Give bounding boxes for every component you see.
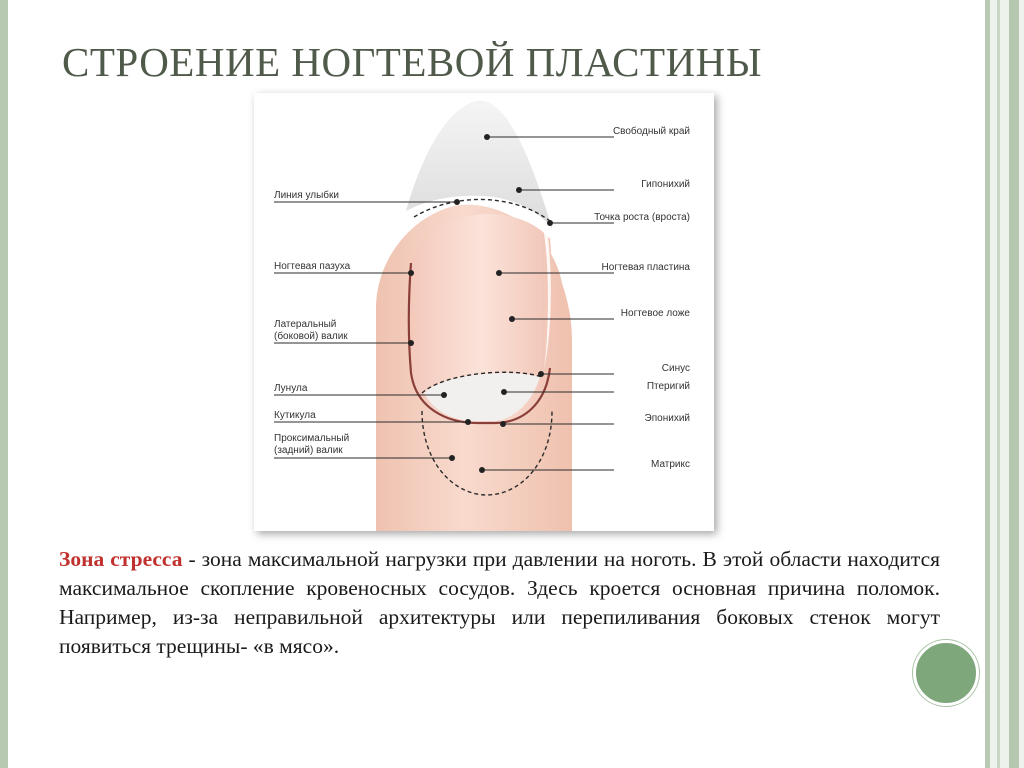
label-proximal-fold-line2: (задний) валик <box>274 445 343 456</box>
dot-nail-plate <box>496 270 502 276</box>
stress-zone-text: - зона максимальной нагрузки при давлении на ноготь. В этой области находится максимальное скопление кровеносных сосудов. Здесь кроется основная причина поломок. Например, из-за неправильной архитектуры или перепиливания боковых стенок могут появиться трещины- «в мясо». <box>59 547 940 658</box>
label-sinus: Синус <box>661 363 690 374</box>
label-eponychium: Эпонихий <box>644 413 690 424</box>
dot-nail-bed <box>509 316 515 322</box>
label-lunula: Лунула <box>274 383 308 394</box>
slide-title: СТРОЕНИЕ НОГТЕВОЙ ПЛАСТИНЫ <box>62 39 763 85</box>
label-hyponychium: Гипонихий <box>641 179 690 190</box>
dot-lunula <box>441 392 447 398</box>
right-frame-stripes <box>985 0 1024 768</box>
nail-diagram-svg <box>254 93 714 531</box>
label-growth-point: Точка роста (вроста) <box>594 212 690 223</box>
dot-proximal-fold <box>449 455 455 461</box>
label-nail-plate: Ногтевая пластина <box>601 262 690 273</box>
dot-smile-line <box>454 199 460 205</box>
dot-free-edge <box>484 134 490 140</box>
label-nail-sinus: Ногтевая пазуха <box>274 261 351 272</box>
dot-pterygium <box>501 389 507 395</box>
label-lateral-fold-line2: (боковой) валик <box>274 331 348 342</box>
label-nail-bed: Ногтевое ложе <box>620 308 690 319</box>
label-free-edge: Свободный край <box>612 126 690 137</box>
label-matrix: Матрикс <box>651 459 690 470</box>
stress-zone-description <box>59 545 940 661</box>
nail-structure-diagram <box>254 93 714 531</box>
dot-growth-point <box>547 220 553 226</box>
label-lateral-fold-line1: Латеральный <box>274 319 337 330</box>
label-proximal-fold-line1: Проксимальный <box>274 433 350 444</box>
frame-stripe <box>985 0 990 768</box>
label-cuticle: Кутикула <box>274 410 316 421</box>
frame-stripe <box>1009 0 1019 768</box>
decorative-circle <box>913 640 979 706</box>
frame-stripe <box>997 0 1000 768</box>
label-smile-line: Линия улыбки <box>274 190 339 201</box>
left-frame-strip <box>0 0 8 768</box>
dot-hyponychium <box>516 187 522 193</box>
label-pterygium: Птеригий <box>646 381 690 392</box>
dot-matrix <box>479 467 485 473</box>
dot-sinus <box>538 371 544 377</box>
stress-zone-term: Зона стресса <box>59 547 183 571</box>
dot-cuticle <box>465 419 471 425</box>
dot-nail-sinus <box>408 270 414 276</box>
dot-eponychium <box>500 421 506 427</box>
dot-lateral-fold <box>408 340 414 346</box>
